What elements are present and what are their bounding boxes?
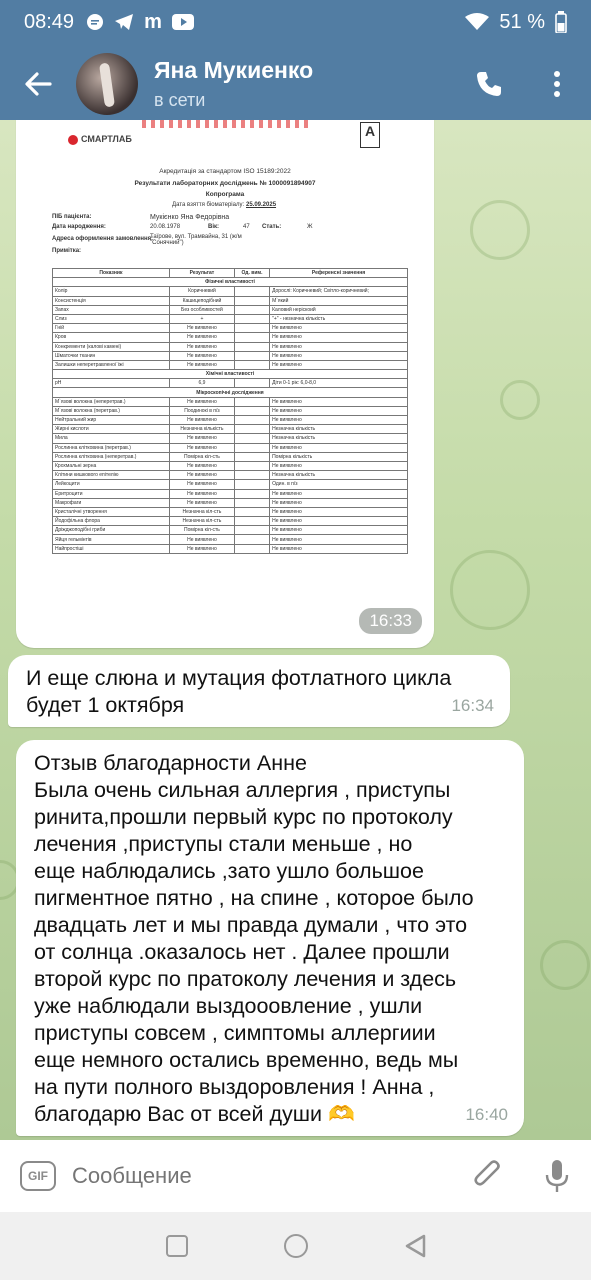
table-cell [234,425,269,434]
table-cell: Не виявлено [169,461,234,470]
table-cell: Незначна кіл-сть [169,517,234,526]
dob-label: Дата народження: [52,224,106,230]
contact-info[interactable] [154,57,455,111]
age-value: 47 [243,224,250,230]
brand-logo: СМАРТЛАБ [68,134,132,145]
table-row [53,489,408,498]
message-input-bar [0,1140,591,1212]
table-cell: Колір [53,287,170,296]
table-cell [234,296,269,305]
table-section-row [53,278,408,287]
message-bubble[interactable] [8,655,510,727]
table-cell: Не виявлено [169,360,234,369]
table-cell: Конкременти (калові камені) [53,342,170,351]
table-row [53,507,408,516]
table-row [53,324,408,333]
table-row [53,517,408,526]
message-line: еще наблюдались ,зато ушло большое [34,859,424,883]
telegram-notification-icon [114,13,134,31]
table-row [53,360,408,369]
kebab-menu-icon [553,71,561,97]
table-cell: Помірна кіл-сть [169,526,234,535]
message-line: еще немного остались временно, ведь мы [34,1048,459,1072]
report-header [22,120,428,256]
message-line: приступы совсем , симптомы аллергиии [34,1021,436,1045]
report-subtitle: Копрограма [205,191,245,198]
table-cell: Кров [53,333,170,342]
table-cell: Жирні кислоти [53,425,170,434]
message-line: от солнца .оказалось нет . Далее прошли [34,940,450,964]
table-cell [234,526,269,535]
table-section-row [53,388,408,397]
table-cell: Не виявлено [270,406,408,415]
table-cell: Еритроцити [53,489,170,498]
table-body [53,278,408,554]
table-row [53,406,408,415]
message-text [34,750,506,1128]
table-section-row [53,370,408,379]
table-cell: Діти 0-1 рік: 6,0-8,0 [270,379,408,388]
table-cell: Не виявлено [169,333,234,342]
contact-name: Яна Мукиенко [154,57,314,83]
table-cell: Незначна кіл-сть [169,507,234,516]
table-cell: Не виявлено [169,535,234,544]
message-line: будет 1 октября [26,693,185,717]
message-time: 16:34 [451,696,494,715]
message-text [26,665,492,719]
message-time: 16:40 [465,1105,508,1124]
table-cell [234,314,269,323]
table-row [53,471,408,480]
table-cell: Йодофільна флора [53,517,170,526]
back-nav-icon[interactable] [404,1234,426,1258]
contact-status: в сети [154,90,206,110]
table-row [53,287,408,296]
wallpaper-doodle [470,200,530,260]
message-line: на пути полного выздоровления ! Анна , [34,1075,435,1099]
home-button[interactable] [284,1234,308,1258]
table-cell [234,471,269,480]
table-cell: Залишки неперетравленої їжі [53,360,170,369]
age-label: Вік: [208,224,220,230]
certificate-badge-icon: A [360,122,380,148]
wallpaper-doodle [450,550,530,630]
table-cell: Дріжджоподібні гриби [53,526,170,535]
table-cell: Кристалічні утворення [53,507,170,516]
chat-header [0,44,591,124]
table-cell: М`який [270,296,408,305]
table-cell [234,443,269,452]
table-cell: Крохмальні зерна [53,461,170,470]
table-cell [234,498,269,507]
table-cell [234,351,269,360]
section-title: Хімічні властивості [53,370,408,379]
table-row [53,535,408,544]
table-cell: Рослинна клітковина (неперетрав.) [53,452,170,461]
table-row [53,452,408,461]
table-cell [234,324,269,333]
patient-value: Мукієнко Яна Федорівна [150,214,230,221]
table-cell: Яйця гельмінтів [53,535,170,544]
voice-button[interactable] [523,1140,591,1212]
table-cell: Лейкоцити [53,480,170,489]
notification-icons [86,11,194,34]
table-cell: Не виявлено [169,324,234,333]
table-row [53,425,408,434]
section-title: Фізичні властивості [53,278,408,287]
avatar[interactable] [76,53,138,115]
menu-button[interactable] [523,44,591,124]
table-row [53,498,408,507]
table-row [53,434,408,443]
table-cell [234,507,269,516]
section-title: Мікроскопічні дослідження [53,388,408,397]
message-line: И еще слюна и мутация фотлатного цикла [26,666,452,690]
table-header-cell: Од. вим. [234,269,269,278]
table-cell: Не виявлено [270,489,408,498]
table-cell [234,397,269,406]
system-nav-bar [0,1212,591,1280]
table-row [53,305,408,314]
table-cell: Незначна кількість [270,434,408,443]
attach-button[interactable] [455,1140,523,1212]
decorative-strip [142,120,312,128]
table-cell: Незначна кількість [169,425,234,434]
table-cell: Не виявлено [169,544,234,553]
table-cell [234,379,269,388]
table-row [53,333,408,342]
table-cell: Не виявлено [270,397,408,406]
table-cell: Незначна кількість [270,425,408,434]
table-cell: Запах [53,305,170,314]
sex-label: Стать: [262,224,282,230]
table-cell: Консистенція [53,296,170,305]
table-cell [234,360,269,369]
table-cell: 6,9 [169,379,234,388]
table-cell: Не виявлено [169,342,234,351]
table-cell: М`язові волокна (неперетрав.) [53,397,170,406]
table-cell: Не виявлено [270,416,408,425]
recent-apps-button[interactable] [166,1235,188,1257]
message-time: 16:33 [359,608,422,634]
table-cell: Не виявлено [169,351,234,360]
photo-message[interactable] [16,120,434,648]
table-cell: Поодинокі в п/з [169,406,234,415]
table-cell: Не виявлено [270,461,408,470]
table-cell: Не виявлено [270,526,408,535]
table-cell [234,305,269,314]
results-table [52,268,408,554]
table-cell: Не виявлено [169,498,234,507]
table-row [53,416,408,425]
table-header-cell: Показник [53,269,170,278]
table-cell: Не виявлено [169,416,234,425]
table-cell: Без особливостей [169,305,234,314]
chat-notification-icon [86,13,104,31]
message-bubble[interactable] [16,740,524,1136]
message-line: двадцать лет и мы правда думали , что это [34,913,468,937]
sex-value: Ж [307,224,313,230]
table-cell: Макрофаги [53,498,170,507]
sample-date-value: 25.09.2025 [246,202,277,208]
table-cell: М`язові волокна (перетрав.) [53,406,170,415]
table-cell: Не виявлено [270,517,408,526]
table-cell: Не виявлено [270,544,408,553]
table-header-cell: Референсні значення [270,269,408,278]
table-cell: Не виявлено [169,471,234,480]
table-cell: Не виявлено [270,360,408,369]
table-cell [234,406,269,415]
table-cell [234,333,269,342]
message-line: пигментное пятно , на спине , которое было [34,886,474,910]
message-line: Была очень сильная аллергия , приступы [34,778,451,802]
table-row [53,351,408,360]
dob-value: 20.08.1978 [150,224,181,230]
table-row [53,314,408,323]
sample-date-label: Дата взяття біоматеріалу: [172,202,245,208]
lab-report-image[interactable] [22,120,428,642]
table-row [53,342,408,351]
table-cell [234,434,269,443]
table-cell: Кашицеподібний [169,296,234,305]
table-cell: Рослинна клітковина (перетрав.) [53,443,170,452]
report-title: Результати лабораторних досліджень № 1000091894907 [134,180,316,187]
gif-button[interactable]: GIF [20,1161,56,1191]
table-cell: Коричневий [169,287,234,296]
table-cell: Дорослі: Коричневий; Світло-коричневий; [270,287,408,296]
table-cell: + [169,314,234,323]
wallpaper-doodle [540,940,590,990]
table-cell [234,535,269,544]
table-header-cell: Результат [169,269,234,278]
table-cell: pH [53,379,170,388]
table-cell [234,461,269,470]
call-button[interactable] [455,44,523,124]
message-line: второй курс по пратоколу лечения и здесь [34,967,457,991]
table-cell [234,517,269,526]
phone-icon [475,70,503,98]
table-cell: Помірна кіл-сть [169,452,234,461]
table-cell: Найпростіші [53,544,170,553]
messenger-m-icon: m [144,10,162,33]
table-header-row [53,269,408,278]
message-line: лечения ,приступы стали меньше , но [34,832,413,856]
table-cell: Не виявлено [169,397,234,406]
back-button[interactable] [20,44,56,124]
arrow-left-icon [24,72,52,96]
table-cell: Не виявлено [169,480,234,489]
table-cell: Нейтральний жир [53,416,170,425]
table-cell: Мила [53,434,170,443]
accreditation-text: Акредитація за стандартом ISO 15189:2022 [159,168,291,175]
chat-area[interactable] [0,120,591,1140]
wifi-icon [465,13,489,31]
table-row [53,544,408,553]
table-cell: Не виявлено [169,443,234,452]
table-cell: Клітини кишкового епітелію [53,471,170,480]
address-value: Таїрове, вул. Трамвайна, 31 (ж/м "Сонячний") [150,234,242,246]
battery-text: 51 % [499,10,545,33]
status-bar [0,0,591,44]
table-cell: Не виявлено [270,498,408,507]
microphone-icon [545,1159,569,1193]
table-cell [234,287,269,296]
table-row [53,379,408,388]
youtube-notification-icon [172,14,194,30]
table-cell: Не виявлено [270,507,408,516]
table-cell: Не виявлено [270,324,408,333]
table-row [53,526,408,535]
table-row [53,296,408,305]
address-label: Адреса оформлення замовлення: [52,236,154,242]
table-row [53,480,408,489]
table-cell [234,489,269,498]
table-cell [234,342,269,351]
table-row [53,461,408,470]
table-cell: "+" - незначна кількість [270,314,408,323]
table-cell: Каловий неріскоий [270,305,408,314]
status-time: 08:49 [24,10,75,33]
table-cell: Не виявлено [169,434,234,443]
table-cell: Не виявлено [270,443,408,452]
table-cell: Не виявлено [169,489,234,498]
table-cell: Гній [53,324,170,333]
table-cell: Шматочки тканин [53,351,170,360]
table-cell [234,452,269,461]
message-line: Отзыв благодарности Анне [34,751,307,775]
table-cell: Помірна кількість [270,452,408,461]
message-line: ринита,прошли первый курс по протоколу [34,805,453,829]
message-input[interactable] [72,1163,455,1189]
table-row [53,443,408,452]
paperclip-icon [474,1160,504,1192]
table-row [53,397,408,406]
wallpaper-doodle [500,380,540,420]
table-cell: Незначна кількість [270,471,408,480]
message-line: благодарю Вас от всей души 🫶 [34,1102,355,1126]
table-cell [234,416,269,425]
table-cell [234,544,269,553]
table-cell: Слиз [53,314,170,323]
table-cell [234,480,269,489]
table-cell: Не виявлено [270,333,408,342]
battery-icon [555,11,567,33]
message-line: уже наблюдали выздооовление , ушли [34,994,423,1018]
table-cell: Не виявлено [270,342,408,351]
patient-label: ПІБ пацієнта: [52,214,92,220]
table-cell: Один. в п/з [270,480,408,489]
note-label: Примітка: [52,248,82,254]
table-cell: Не виявлено [270,351,408,360]
table-cell: Не виявлено [270,535,408,544]
